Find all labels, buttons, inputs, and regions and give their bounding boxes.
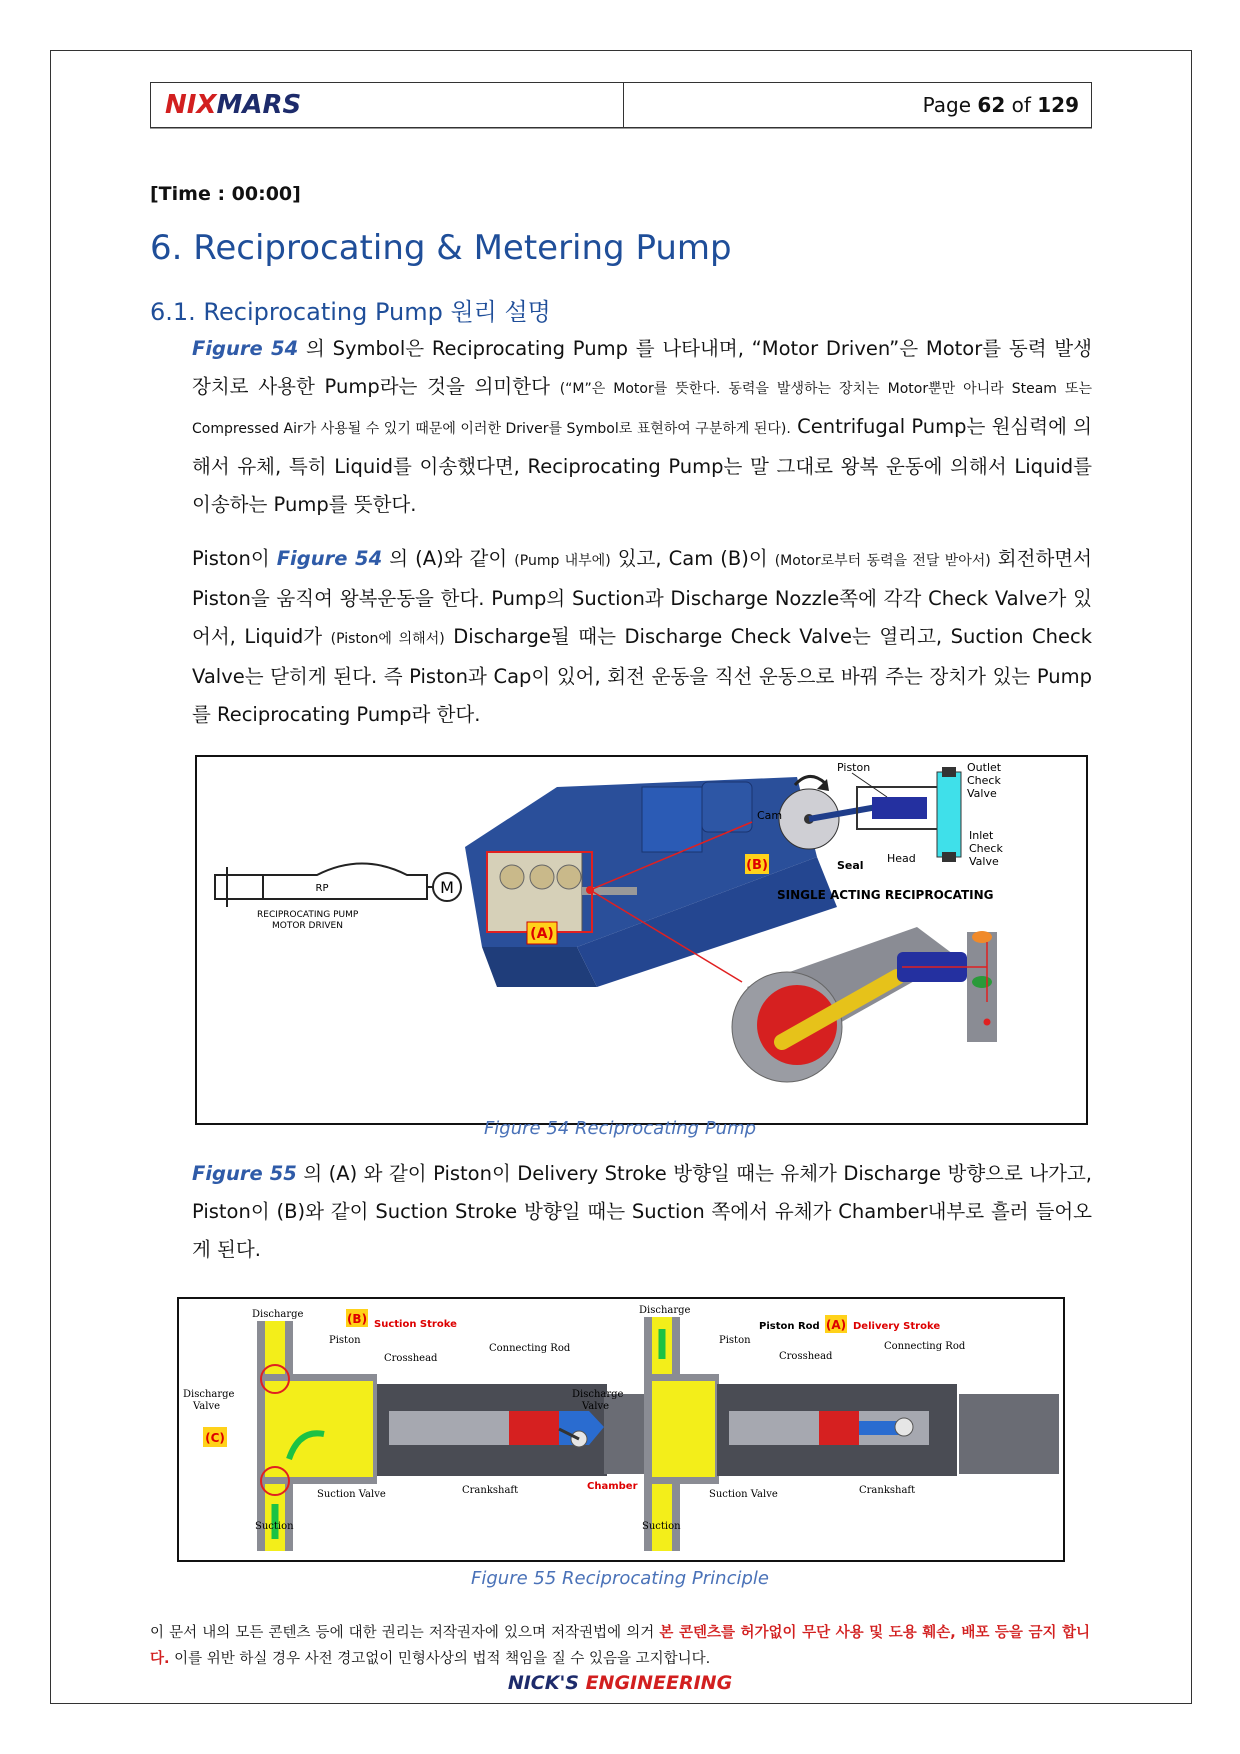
svg-text:(A): (A) (825, 1318, 847, 1332)
svg-text:Chamber: Chamber (587, 1481, 638, 1492)
svg-text:Piston: Piston (329, 1335, 361, 1346)
svg-text:Discharge: Discharge (572, 1389, 624, 1400)
svg-text:Seal: Seal (837, 859, 864, 872)
pump-symbol (215, 864, 461, 932)
figure-54-link[interactable]: Figure 54 (192, 337, 299, 360)
svg-text:RECIPROCATING PUMP: RECIPROCATING PUMP (257, 910, 359, 920)
subsection-title: 6.1. Reciprocating Pump 원리 설명 (150, 298, 551, 326)
figure-55-illustration (179, 1299, 1063, 1560)
svg-text:Suction: Suction (642, 1521, 681, 1532)
page-header (150, 82, 1092, 128)
svg-text:Check: Check (967, 774, 1001, 787)
footer-logo: NICK'S ENGINEERING (507, 1672, 733, 1694)
svg-text:SINGLE ACTING RECIPROCATING: SINGLE ACTING RECIPROCATING (777, 888, 994, 902)
cutaway-illustration (732, 927, 997, 1082)
svg-text:Piston Rod: Piston Rod (759, 1321, 820, 1332)
svg-text:Check: Check (969, 842, 1003, 855)
figure-55-link[interactable]: Figure 55 (192, 1162, 297, 1185)
figure-55 (177, 1297, 1065, 1562)
figure-54-illustration (197, 757, 1086, 1123)
svg-text:Delivery Stroke: Delivery Stroke (853, 1321, 941, 1332)
figure-54-caption: Figure 54 Reciprocating Pump (483, 1118, 757, 1139)
svg-text:Crosshead: Crosshead (384, 1353, 438, 1364)
time-label: [Time : 00:00] (150, 183, 301, 205)
svg-text:MOTOR DRIVEN: MOTOR DRIVEN (272, 921, 343, 931)
header-logo-cell (151, 83, 624, 127)
svg-text:Valve: Valve (193, 1401, 221, 1412)
svg-text:(B): (B) (746, 858, 768, 873)
delivery-stroke-diagram (572, 1305, 1059, 1551)
svg-text:Head: Head (887, 852, 916, 865)
svg-text:Cam: Cam (757, 809, 783, 822)
svg-text:Connecting Rod: Connecting Rod (884, 1341, 966, 1352)
svg-text:Suction: Suction (255, 1521, 294, 1532)
svg-text:Crankshaft: Crankshaft (859, 1485, 916, 1496)
paragraph-2: Piston이 Figure 54 의 (A)와 같이 (Pump 내부에) 있고, Cam (B)이 (Motor로부터 동력을 전달 받아서) 회전하면서 Piston을 움직여 왕복운동을 한다. Pump의 Suction과 Discharge Nozzle쪽에 각각 Check Valve가 있어서, Liquid가 (Piston에 의해서) Discharge될 때는 Discharge Check Valve는 열리고, Suction Check Valve는 닫히게 된다. 즉 Piston과 Cap이 있어, 회전 운동을 직선 운동으로 바꿔 주는 장치가 있는 Pump를 Reciprocating Pump라 한다. (192, 547, 1093, 726)
svg-text:(A): (A) (530, 926, 554, 942)
svg-text:Discharge: Discharge (252, 1309, 304, 1320)
svg-text:RP: RP (315, 883, 329, 894)
svg-text:Valve: Valve (967, 787, 997, 800)
svg-text:Piston: Piston (837, 761, 871, 774)
figure-54 (195, 755, 1088, 1125)
svg-text:Connecting Rod: Connecting Rod (489, 1343, 571, 1354)
paragraph-1: Figure 54 의 Symbol은 Reciprocating Pump 를 나타내며, “Motor Driven”은 Motor를 동력 발생 장치로 사용한 Pump라는 것을 의미한다 (“M”은 Motor를 뜻한다. 동력을 발생하는 장치는 Motor뿐만 아니라 Steam 또는 Compressed Air가 사용될 수 있기 때문에 이러한 Driver를 Symbol로 표현하여 구분하게 된다). Centrifugal Pump는 원심력에 의해서 유체, 특히 Liquid를 이송했다면, Reciprocating Pump는 말 그대로 왕복 운동에 의해서 Liquid를 이송하는 Pump를 뜻한다. (192, 337, 1092, 516)
section-title: 6. Reciprocating & Metering Pump (150, 228, 732, 268)
svg-text:Piston: Piston (719, 1335, 751, 1346)
svg-text:Outlet: Outlet (967, 761, 1002, 774)
svg-text:Inlet: Inlet (969, 829, 994, 842)
svg-text:M: M (440, 878, 454, 897)
nixmars-logo: NIXMARS (165, 90, 302, 120)
page-number: Page 62 of 129 (922, 93, 1079, 117)
svg-text:Valve: Valve (969, 855, 999, 868)
paragraph-3: Figure 55 의 (A) 와 같이 Piston이 Delivery Stroke 방향일 때는 유체가 Discharge 방향으로 나가고, Piston이 (B)와 같이 Suction Stroke 방향일 때는 Suction 쪽에서 유체가 Chamber내부로 흘러 들어오게 된다. (192, 1162, 1092, 1261)
figure-55-caption: Figure 55 Reciprocating Principle (471, 1568, 769, 1589)
figure-54-link-2[interactable]: Figure 54 (276, 547, 383, 570)
svg-text:Crosshead: Crosshead (779, 1351, 833, 1362)
svg-text:Suction Valve: Suction Valve (317, 1489, 386, 1500)
svg-text:Crankshaft: Crankshaft (462, 1485, 519, 1496)
svg-text:(B): (B) (346, 1312, 368, 1326)
svg-text:Valve: Valve (582, 1401, 610, 1412)
header-rule (150, 128, 1092, 129)
svg-text:Discharge: Discharge (639, 1305, 691, 1316)
svg-text:Suction Valve: Suction Valve (709, 1489, 778, 1500)
svg-text:Discharge: Discharge (183, 1389, 235, 1400)
svg-text:(C): (C) (205, 1431, 225, 1445)
copyright-notice: 이 문서 내의 모든 콘텐츠 등에 대한 권리는 저작권자에 있으며 저작권법에 의거 본 콘텐츠를 허가없이 무단 사용 및 도용 훼손, 배포 등을 금지 합니다. 이를 위반 하실 경우 사전 경고없이 민형사상의 법적 책임을 질 수 있음을 고지합니다. (150, 1625, 1091, 1667)
svg-text:Suction Stroke: Suction Stroke (374, 1319, 457, 1330)
